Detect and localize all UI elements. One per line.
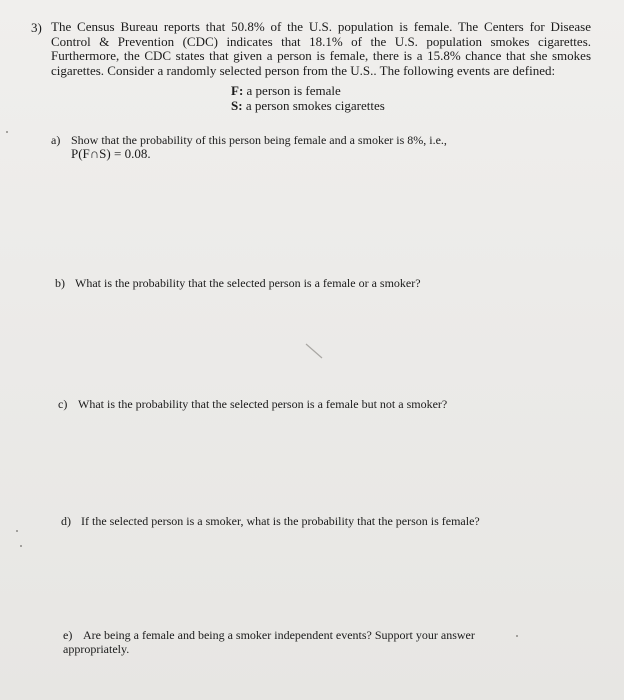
- event-definitions: [231, 84, 385, 113]
- pencil-mark: [300, 340, 330, 364]
- event-f-text: a person is female: [246, 83, 341, 98]
- paper-speck: [20, 545, 22, 547]
- part-d-text: If the selected person is a smoker, what is the probability that the person is female?: [81, 514, 480, 528]
- part-c: [58, 397, 578, 411]
- question-number: 3): [31, 20, 42, 35]
- part-e-label: e): [63, 628, 73, 642]
- paper-speck: [6, 131, 8, 133]
- part-c-text: What is the probability that the selected person is a female but not a smoker?: [78, 397, 448, 411]
- part-b: [55, 276, 575, 290]
- intro-text: The Census Bureau reports that 50.8% of the U.S. population is female. The Centers for Disease Control & Prevention (CDC) indicates that 18.1% of the U.S. population smokes cigarettes. Furthermore, the CDC states that given a person is female, there is a 15.8% chance that she smokes cigarettes. Consider a randomly selected person from the U.S.. The following events are defined:: [51, 19, 591, 78]
- part-a-label: a): [51, 133, 61, 147]
- event-s-text: a person smokes cigarettes: [245, 97, 385, 113]
- part-e-text: Are being a female and being a smoker independent events? Support your answer appropriately.: [63, 628, 475, 656]
- part-a-text: Show that the probability of this person being female and a smoker is 8%, i.e.,: [71, 133, 447, 147]
- part-d-label: d): [61, 514, 71, 528]
- event-s-symbol: S:: [231, 97, 243, 113]
- part-a: [51, 133, 571, 161]
- part-b-text: What is the probability that the selected person is a female or a smoker?: [75, 276, 421, 290]
- event-f: [231, 84, 385, 99]
- part-a-formula: P(F∩S) = 0.08.: [71, 146, 151, 161]
- part-e: [63, 628, 503, 656]
- part-d: [61, 514, 581, 528]
- event-s: [231, 99, 385, 114]
- problem-intro: [51, 20, 591, 78]
- part-c-label: c): [58, 397, 68, 411]
- part-b-label: b): [55, 276, 65, 290]
- event-f-symbol: F:: [231, 83, 244, 98]
- paper-speck: [516, 635, 518, 637]
- paper-speck: [16, 530, 18, 532]
